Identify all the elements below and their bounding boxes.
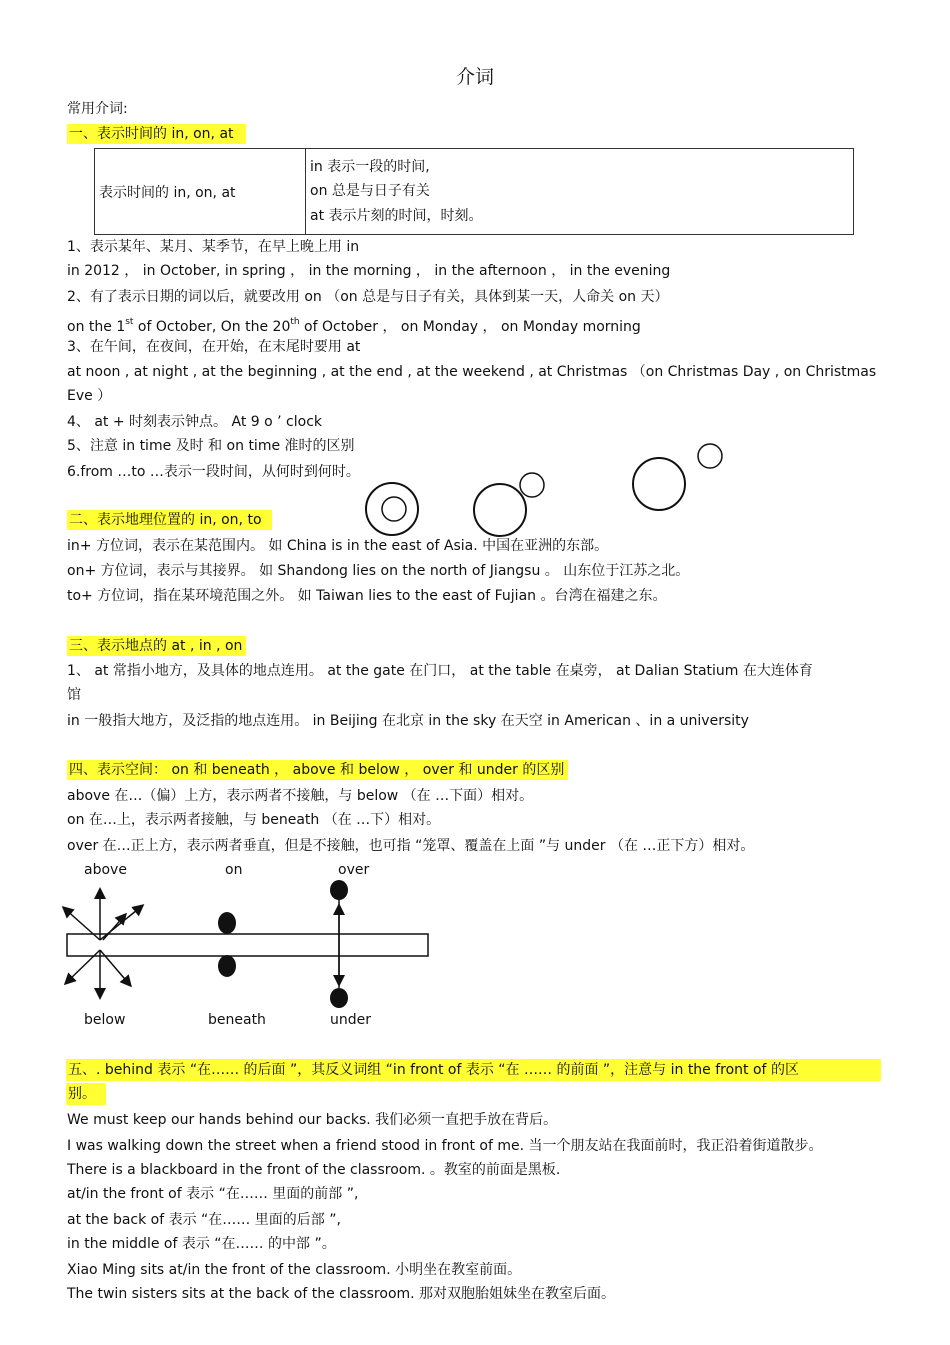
dot-over xyxy=(330,880,348,900)
surface-bar xyxy=(67,934,428,956)
text: of October, On the 20 xyxy=(133,319,291,335)
section-heading-behind-cont xyxy=(66,1083,106,1105)
dot-beneath xyxy=(218,955,236,977)
behind-example-3: There is a blackboard in the front of the classroom. 。教室的前面是黑板. xyxy=(67,1162,561,1178)
time-table-row: on 总是与日子有关 xyxy=(310,183,430,200)
superscript: st xyxy=(125,317,134,327)
diagram-label-beneath: beneath xyxy=(208,1012,266,1028)
section-heading-behind-line1: 五、. behind 表示 “在…… 的后面 ”，其反义词组 “in front of 表示 “在 …… 的前面 ”，注意与 in the front of 的区 xyxy=(68,1062,799,1078)
diagram-label-over: over xyxy=(338,862,370,878)
time-rule-1: 1、表示某年、某月、某季节，在早上晚上用 in xyxy=(67,239,360,255)
time-rule-6: 6.from …to …表示一段时间，从何时到何时。 xyxy=(67,464,360,480)
time-table-row: at 表示片刻的时间，时刻。 xyxy=(310,207,483,224)
arrow-up-left xyxy=(64,908,100,940)
diagram-label-below: below xyxy=(84,1012,126,1028)
behind-example-5: The twin sisters sits at the back of the classroom. 那对双胞胎姐妹坐在教室后面。 xyxy=(67,1286,616,1302)
text: on the 1 xyxy=(67,319,126,335)
time-example-3-cont: Eve ） xyxy=(67,388,112,404)
highlight: 四、表示空间： on 和 beneath ， above 和 below ， over 和 under 的区别 xyxy=(67,760,568,780)
section-heading-behind-line2: 别。 xyxy=(68,1086,96,1102)
time-example-3: at noon , at night , at the beginning , at the end , at the weekend , at Christmas （on Christmas Day , on Christmas xyxy=(67,364,877,380)
behind-example-1: We must keep our hands behind our backs. 我们必须一直把手放在背后。 xyxy=(67,1112,558,1128)
diagram-label-above: above xyxy=(84,862,127,878)
diagram-label-under: under xyxy=(330,1012,372,1028)
location-rule-2: on+ 方位词，表示与其接界。 如 Shandong lies on the north of Jiangsu 。 山东位于江苏之北。 xyxy=(67,563,690,579)
highlight: 二、表示地理位置的 in, on, to xyxy=(67,510,272,530)
behind-rule-3: in the middle of 表示 “在…… 的中部 ”。 xyxy=(67,1236,336,1252)
space-rule-1: above 在…（偏）上方，表示两者不接触，与 below （在 …下面）相对。 xyxy=(67,788,534,804)
behind-rule-1: at/in the front of 表示 “在…… 里面的前部 ”, xyxy=(67,1186,359,1202)
section-heading-behind xyxy=(66,1059,881,1081)
behind-rule-2: at the back of 表示 “在…… 里面的后部 ”, xyxy=(67,1212,341,1228)
dot-under xyxy=(330,988,348,1008)
arrow-up-right-2 xyxy=(103,915,125,940)
dot-on xyxy=(218,912,236,934)
space-rule-3: over 在…正上方，表示两者垂直，但是不接触，也可指 “笼罩、覆盖在上面 ”与 under （在 …正下方）相对。 xyxy=(67,838,755,854)
diagram-label-on: on xyxy=(225,862,243,878)
behind-example-2: I was walking down the street when a friend stood in front of me. 当一个朋友站在我面前时，我正沿着街道散步。 xyxy=(67,1138,823,1154)
text: of October ， on Monday ， on Monday morning xyxy=(299,319,641,335)
location-rule-1: in+ 方位词，表示在某范围内。 如 China is in the east of Asia. 中国在亚洲的东部。 xyxy=(67,538,609,554)
place-rule-1: 1、 at 常指小地方，及具体的地点连用。 at the gate 在门口， at the table 在桌旁， at Dalian Statium 在大连体育 xyxy=(67,663,813,679)
behind-example-4: Xiao Ming sits at/in the front of the classroom. 小明坐在教室前面。 xyxy=(67,1262,522,1278)
highlight: 三、表示地点的 at , in , on xyxy=(67,636,246,656)
arrow-down-left xyxy=(66,950,100,983)
time-rule-4: 4、 at + 时刻表示钟点。 At 9 o ’ clock xyxy=(67,414,323,430)
time-rule-2: 2、有了表示日期的词以后，就要改用 on （on 总是与日子有关，具体到某一天，人命关 on 天） xyxy=(67,289,669,305)
intro-text: 常用介词: xyxy=(67,101,128,117)
location-rule-3: to+ 方位词，指在某环境范围之外。 如 Taiwan lies to the east of Fujian 。台湾在福建之东。 xyxy=(67,588,667,604)
time-table-label: 表示时间的 in, on, at xyxy=(95,149,306,235)
place-rule-2: in 一般指大地方，及泛指的地点连用。 in Beijing 在北京 in the sky 在天空 in American 、in a university xyxy=(67,713,749,729)
time-rule-5: 5、注意 in time 及时 和 on time 准时的区别 xyxy=(67,438,355,454)
highlight: 一、表示时间的 in, on, at xyxy=(67,124,246,144)
arrow-up-right xyxy=(100,906,142,940)
page-title: 介词 xyxy=(455,66,494,88)
time-table-row: in 表示一段的时间, xyxy=(310,158,430,175)
space-rule-2: on 在…上，表示两者接触，与 beneath （在 …下）相对。 xyxy=(67,812,441,828)
time-example-1: in 2012 ， in October, in spring ， in the morning ， in the afternoon ， in the evening xyxy=(67,263,671,279)
superscript: th xyxy=(290,317,300,327)
time-rule-3: 3、在午间，在夜间，在开始，在末尾时要用 at xyxy=(67,339,361,355)
place-rule-1-cont: 馆 xyxy=(67,687,81,703)
